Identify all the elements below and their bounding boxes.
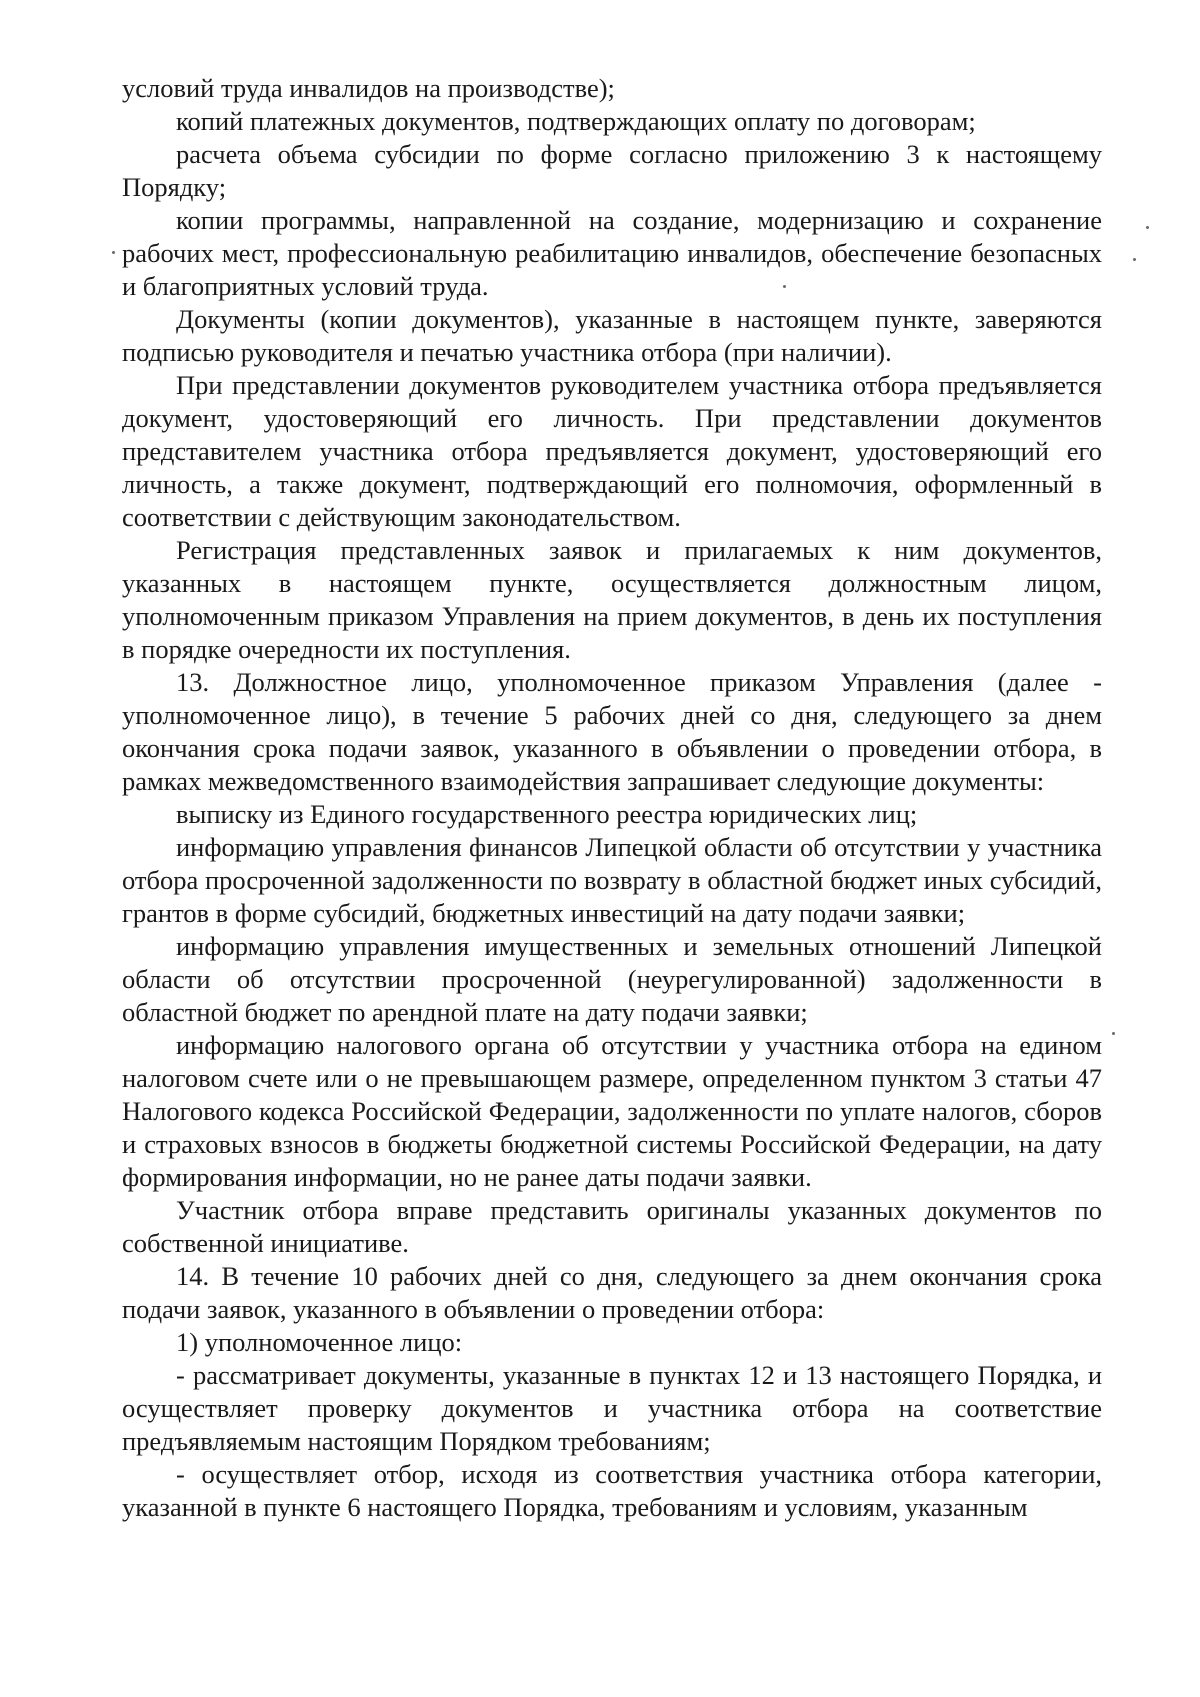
scan-speck bbox=[1146, 226, 1149, 229]
paragraph: 1) уполномоченное лицо: bbox=[176, 1327, 463, 1357]
paragraph: информацию управления финансов Липецкой области об отсутствии у участника отбора просроченной задолженности по возврату в областной бюджет иных субсидий, грантов в форме субсидий, бюджетных инвестиций на дату подачи заявки; bbox=[122, 832, 1102, 928]
paragraph: 14. В течение 10 рабочих дней со дня, следующего за днем окончания срока подачи заявок, указанного в объявлении о проведении отбора: bbox=[122, 1261, 1102, 1324]
paragraph: При представлении документов руководителем участника отбора предъявляется документ, удостоверяющий его личность. При представлении документов представителем участника отбора предъявляется документ, удостоверяющий его личность, а также документ, подтверждающий его полномочия, оформленный в соответствии с действующим законодательством. bbox=[122, 370, 1102, 532]
paragraph: копии программы, направленной на создание, модернизацию и сохранение рабочих мест, профессиональную реабилитацию инвалидов, обеспечение безопасных и благоприятных условий труда. bbox=[122, 205, 1102, 301]
paragraph: Документы (копии документов), указанные в настоящем пункте, заверяются подписью руководителя и печатью участника отбора (при наличии). bbox=[122, 304, 1102, 367]
paragraph: выписку из Единого государственного реестра юридических лиц; bbox=[176, 799, 918, 829]
paragraph: - осуществляет отбор, исходя из соответствия участника отбора категории, указанной в пункте 6 настоящего Порядка, требованиям и условиям, указанным bbox=[122, 1459, 1102, 1522]
paragraph: Регистрация представленных заявок и прилагаемых к ним документов, указанных в настоящем пункте, осуществляется должностным лицом, уполномоченным приказом Управления на прием документов, в день их поступления в порядке очередности их поступления. bbox=[122, 535, 1102, 664]
paragraph: Участник отбора вправе представить оригиналы указанных документов по собственной инициативе. bbox=[122, 1195, 1102, 1258]
scan-speck bbox=[1133, 258, 1136, 261]
paragraph: копий платежных документов, подтверждающих оплату по договорам; bbox=[176, 106, 976, 136]
paragraph: расчета объема субсидии по форме согласно приложению 3 к настоящему Порядку; bbox=[122, 139, 1102, 202]
paragraph: информацию налогового органа об отсутствии у участника отбора на едином налоговом счете или о не превышающем размере, определенном пунктом 3 статьи 47 Налогового кодекса Российской Федерации, задолженности по уплате налогов, сборов и страховых взносов в бюджеты бюджетной системы Российской Федерации, на дату формирования информации, но не ранее даты подачи заявки. bbox=[122, 1030, 1102, 1192]
paragraph: информацию управления имущественных и земельных отношений Липецкой области об отсутствии просроченной (неурегулированной) задолженности в областной бюджет по арендной плате на дату подачи заявки; bbox=[122, 931, 1102, 1027]
document-body bbox=[122, 72, 1102, 1524]
scan-speck bbox=[783, 285, 786, 288]
paragraph: 13. Должностное лицо, уполномоченное приказом Управления (далее - уполномоченное лицо), в течение 5 рабочих дней со дня, следующего за днем окончания срока подачи заявок, указанного в объявлении о проведении отбора, в рамках межведомственного взаимодействия запрашивает следующие документы: bbox=[122, 667, 1102, 796]
scan-speck bbox=[1112, 1032, 1115, 1035]
scan-speck bbox=[112, 251, 115, 254]
paragraph: - рассматривает документы, указанные в пунктах 12 и 13 настоящего Порядка, и осуществляет проверку документов и участника отбора на соответствие предъявляемым настоящим Порядком требованиям; bbox=[122, 1360, 1102, 1456]
paragraph: условий труда инвалидов на производстве); bbox=[122, 73, 615, 103]
